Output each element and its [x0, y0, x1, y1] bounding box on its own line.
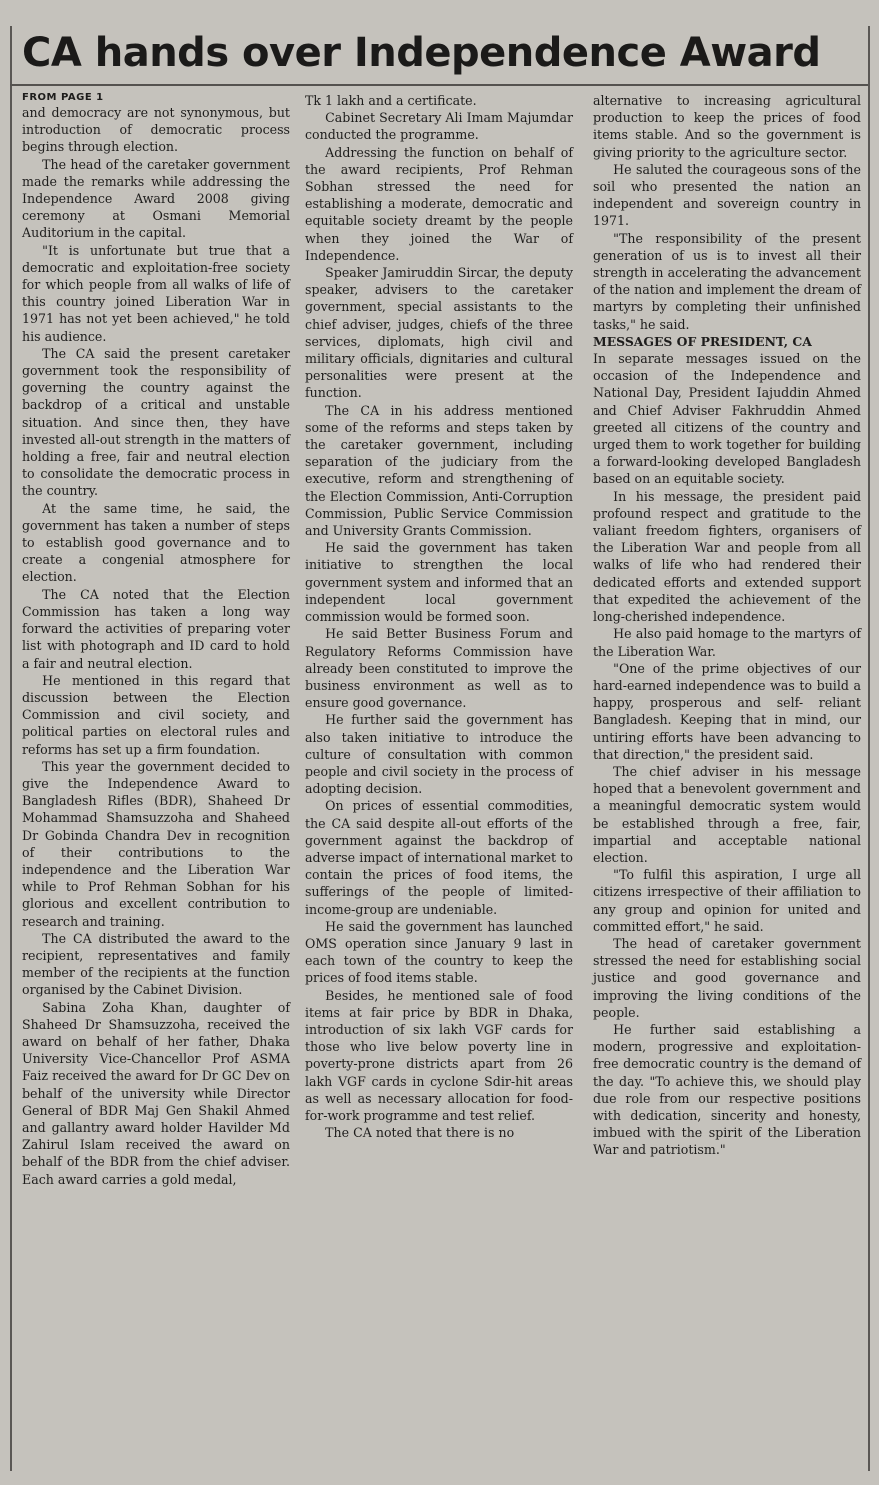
headline-rule: [10, 84, 868, 86]
article-paragraph: He also paid homage to the martyrs of the Liberation War.: [593, 626, 861, 659]
kicker: FROM PAGE 1: [22, 92, 104, 103]
article-paragraph: Besides, he mentioned sale of food items at fair price by BDR in Dhaka, introduction of six lakh VGF cards for those who live below poverty line in poverty-prone districts apart from 26 lakh VGF cards in cyclone Sdir-hit areas as well as necessary allocation for food-for-work programme and test relief.: [305, 987, 573, 1123]
article-paragraph: The chief adviser in his message hoped that a benevolent government and a meaningful democratic system would be established through a free, fair, impartial and acceptable national election.: [593, 763, 861, 865]
article-paragraph: "To fulfil this aspiration, I urge all citizens irrespective of their affiliation to any group and opinion for united and committed effort," he said.: [593, 867, 861, 934]
article-paragraph: This year the government decided to give the Independence Award to Bangladesh Rifles (BDR), Shaheed Dr Mohammad Shamsuzzoha and Shaheed Dr Gobinda Chandra Dev in recognition of their contributions to the independence and the Liberation War while to Prof Rehman Sobhan for his glorious and excellent contribution to research and training.: [22, 758, 290, 929]
article-paragraph: alternative to increasing agricultural production to keep the prices of food items stable. And so the government is giving priority to the agriculture sector.: [593, 93, 861, 160]
article-paragraph: Addressing the function on behalf of the award recipients, Prof Rehman Sobhan stressed the need for establishing a moderate, democratic and equitable society dreamt by the people when they joined the War of Independence.: [305, 144, 573, 263]
article-paragraph: and democracy are not synonymous, but introduction of democratic process begins through election.: [22, 105, 290, 155]
article-paragraph: "One of the prime objectives of our hard-earned independence was to build a happy, prosperous and self- reliant Bangladesh. Keeping that in mind, our untiring efforts have been advancing to that direction," the president said.: [593, 660, 861, 762]
article-paragraph: "The responsibility of the present generation of us is to invest all their strength in accelerating the advancement of the nation and implement the dream of martyrs by completing their unfinished tasks," he said.: [593, 230, 861, 332]
article-paragraph: He saluted the courageous sons of the soil who presented the nation an independent and sovereign country in 1971.: [593, 161, 861, 229]
article-column-2: [305, 92, 573, 1141]
article-paragraph: Cabinet Secretary Ali Imam Majumdar conducted the programme.: [305, 110, 573, 143]
headline: CA hands over Independence Award: [22, 30, 821, 76]
article-paragraph: Tk 1 lakh and a certificate.: [305, 93, 477, 108]
article-paragraph: He further said the government has also taken initiative to introduce the culture of consultation with common people and civil society in the process of adopting decision.: [305, 712, 573, 797]
subheading: MESSAGES OF PRESIDENT, CA: [593, 333, 812, 349]
article-paragraph: The CA in his address mentioned some of the reforms and steps taken by the caretaker government, including separation of the judiciary from the executive, reform and strengthening of the Election Commission, Anti-Corruption Commission, Public Service Commission and University Grants Commission.: [305, 402, 573, 539]
article-paragraph: The CA distributed the award to the recipient, representatives and family member of the recipients at the function organised by the Cabinet Division.: [22, 930, 290, 998]
article-paragraph: He said the government has taken initiative to strengthen the local government system and informed that an independent local government commission would be formed soon.: [305, 540, 573, 625]
article-paragraph: The head of the caretaker government made the remarks while addressing the Independence Award 2008 giving ceremony at Osmani Memorial Auditorium in the capital.: [22, 156, 290, 241]
article-paragraph: He further said establishing a modern, progressive and exploitation-free democratic country is the demand of the day. "To achieve this, we should play due role from our respective positions with dedication, sincerity and honesty, imbued with the spirit of the Liberation War and patriotism.": [593, 1021, 861, 1158]
article-column-1: [22, 92, 290, 1188]
article-paragraph: The head of caretaker government stressed the need for establishing social justice and good governance and improving the living conditions of the people.: [593, 935, 861, 1020]
article-paragraph: He said Better Business Forum and Regulatory Reforms Commission have already been constituted to improve the business environment as well as to ensure good governance.: [305, 626, 573, 711]
article-paragraph: On prices of essential commodities, the CA said despite all-out efforts of the government against the backdrop of adverse impact of international market to contain the prices of food items, the sufferings of the people of limited-income-group are undeniable.: [305, 798, 573, 917]
article-paragraph: "It is unfortunate but true that a democratic and exploitation-free society for which people from all walks of life of this country joined Liberation War in 1971 has not yet been achieved," he told his audience.: [22, 242, 290, 344]
article-paragraph: In his message, the president paid profound respect and gratitude to the valiant freedom fighters, organisers of the Liberation War and people from all walks of life who had rendered their dedicated efforts and extended support that expedited the achievement of the long-cherished independence.: [593, 488, 861, 625]
article-paragraph: The CA said the present caretaker government took the responsibility of governing the country against the backdrop of a critical and unstable situation. And since then, they have invested all-out strength in the matters of holding a free, fair and neutral election to consolidate the democratic process in the country.: [22, 345, 290, 499]
article-paragraph: The CA noted that there is no: [325, 1125, 515, 1141]
article-paragraph: Speaker Jamiruddin Sircar, the deputy speaker, advisers to the caretaker government, special assistants to the chief adviser, judges, chiefs of the three services, diplomats, high civil and military officials, dignitaries and cultural personalities were present at the function.: [305, 265, 573, 401]
article-paragraph: At the same time, he said, the government has taken a number of steps to establish good governance and to create a congenial atmosphere for election.: [22, 500, 290, 585]
article-paragraph: In separate messages issued on the occasion of the Independence and National Day, President Iajuddin Ahmed and Chief Adviser Fakhruddin Ahmed greeted all citizens of the country and urged them to work together for building a forward-looking developed Bangladesh based on an equitable society.: [593, 351, 861, 487]
article-paragraph: He mentioned in this regard that discussion between the Election Commission and civil society, and political parties on electoral rules and reforms has set up a firm foundation.: [22, 672, 290, 757]
article-paragraph: The CA noted that the Election Commission has taken a long way forward the activities of preparing voter list with photograph and ID card to hold a fair and neutral election.: [22, 586, 290, 671]
article-column-3: [593, 92, 861, 1159]
article-paragraph: Sabina Zoha Khan, daughter of Shaheed Dr Shamsuzzoha, received the award on behalf of her father, Dhaka University Vice-Chancellor Prof ASMA Faiz received the award for Dr GC Dev on behalf of the university while Director General of BDR Maj Gen Shakil Ahmed and gallantry award holder Havilder Md Zahirul Islam received the award on behalf of the BDR from the chief adviser. Each award carries a gold medal,: [22, 999, 290, 1187]
article-paragraph: He said the government has launched OMS operation since January 9 last in each town of the country to keep the prices of food items stable.: [305, 918, 573, 986]
